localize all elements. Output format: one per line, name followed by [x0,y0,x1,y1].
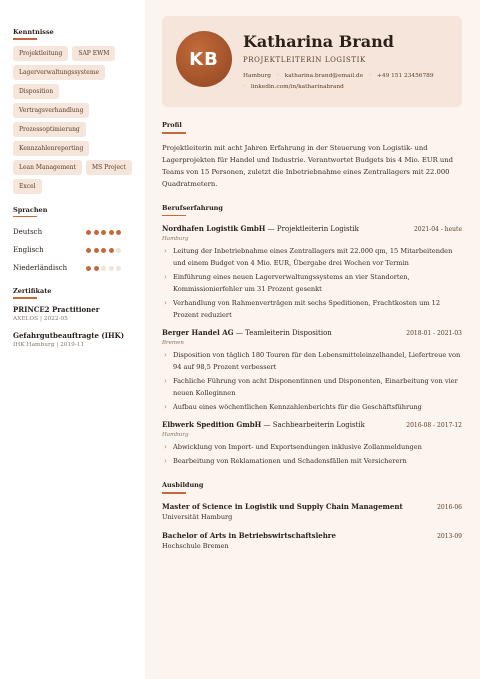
job-dates: 2016-08 - 2017-12 [406,422,462,429]
contact-separator: · [276,73,279,79]
education-heading-rule [162,492,186,494]
education-header [162,502,462,511]
certificates-heading-rule [13,297,37,299]
company-name: Nordhafen Logistik GmbH [162,224,266,233]
job-bullet: › Abwicklung von Import- und Exportsendungen inklusive Zollanmeldungen [162,441,462,453]
job-title: Sachbearbeiterin Logistik [272,421,365,429]
level-dot-filled [94,248,99,253]
level-dot-empty [116,248,121,253]
skills-heading: Kenntnisse [13,28,54,36]
language-row [13,241,135,259]
profile-heading: Profil [162,121,182,129]
level-dot-filled [86,230,91,235]
job-bullet: › Fachliche Führung von acht Disponentinnen und Disponenten, Einarbeitung von vier neuen Kolleginnen [162,375,462,399]
language-level-dots [86,248,121,253]
level-dot-empty [116,266,121,271]
level-dot-filled [94,230,99,235]
title-dash: — [261,421,273,429]
education-date: 2016-06 [437,503,462,511]
language-level-dots [86,266,121,271]
main-content [145,0,480,679]
company-name: Berger Handel AG [162,328,234,337]
title-dash: — [233,329,246,337]
job-bullet: › Aufbau eines wöchentlichen Kennzahlenberichts für die Geschäftsführung [162,401,462,413]
skill-tag: Vertragsverhandlung [13,103,89,118]
header-card [162,16,462,107]
contact-linkedin-link[interactable]: linkedin.com/in/katharinabrand [250,84,344,90]
level-dot-empty [109,266,114,271]
job-bullets [162,245,462,321]
job-title-line [162,328,332,337]
contact-separator: · [369,73,372,79]
language-name: Niederländisch [13,264,68,272]
language-name: Englisch [13,246,44,254]
job-dates: 2021-04 - heute [413,226,462,233]
contact-separator: · [243,84,245,90]
certificates-heading: Zertifikate [13,287,52,295]
contact-row [243,73,434,79]
experience-heading-rule [162,215,186,217]
experience-heading: Berufserfahrung [162,203,223,212]
level-dot-filled [94,266,99,271]
languages-heading: Sprachen [13,205,48,214]
job-title-line [162,420,365,429]
contact-phone: +49 151 23456789 [377,73,434,79]
avatar: KB [176,31,232,87]
certificate-name: PRINCE2 Practitioner [13,304,100,314]
sidebar [0,0,145,679]
contact-email-link[interactable]: katharina.brand@email.de [284,73,364,79]
language-row [13,223,135,241]
job-title: Projektleiterin Logistik [276,225,359,233]
job-bullets [162,441,462,467]
skills-heading-rule [13,38,37,40]
language-level-dots [86,230,121,235]
certificate-name: Gefahrgutbeauftragte (IHK) [13,330,125,340]
skill-tag: Disposition [13,84,59,99]
job-location: Hamburg [162,236,189,242]
education-entry [162,531,462,550]
job-header [162,420,462,429]
certificate-item [13,305,135,322]
level-dot-filled [109,230,114,235]
skill-tag: SAP EWM [72,46,115,61]
language-name: Deutsch [13,228,43,236]
person-name: Katharina Brand [243,32,394,51]
level-dot-filled [116,230,121,235]
languages-heading-rule [13,216,37,218]
education-school: Universität Hamburg [162,512,233,521]
job-entry [162,328,462,413]
job-dates: 2018-01 - 2021-03 [406,330,462,337]
languages-list [13,223,135,277]
company-name: Elbwerk Spedition GmbH [162,420,262,429]
job-bullet: › Disposition von täglich 180 Touren für den Lebensmitteleinzelhandel, Liefertreue von 94 auf 98,5 Prozent verbessert [162,349,462,373]
certificate-meta: IHK Hamburg | 2019-11 [13,341,85,348]
level-dot-empty [101,266,106,271]
education-degree: Bachelor of Arts in Betriebswirtschaftslehre [162,530,336,540]
certificate-meta: AXELOS | 2022-05 [13,315,68,322]
level-dot-filled [101,230,106,235]
job-bullet: › Einführung eines neuen Lagerverwaltungssystems an vier Standorten, Kommissionierfehler um 31 Prozent gesenkt [162,271,462,295]
job-role: PROJEKTLEITERIN LOGISTIK [243,56,366,64]
education-header [162,531,462,540]
skill-tag: MS Project [86,160,132,175]
skill-tag: Kennzahlenreporting [13,141,89,156]
level-dot-filled [86,248,91,253]
job-header [162,224,462,233]
skill-tag: Projektleitung [13,46,68,61]
job-entry [162,224,462,321]
job-title-line [162,224,359,233]
level-dot-filled [109,248,114,253]
contact-city: Hamburg [243,73,271,79]
skill-tag: Excel [13,179,42,194]
job-bullet: › Verhandlung von Rahmenverträgen mit sechs Speditionen, Frachtkosten um 12 Prozent reduziert [162,297,462,321]
certificate-item [13,331,135,348]
skills-tag-list [13,46,135,194]
job-header [162,328,462,337]
job-title: Teamleiterin Disposition [245,329,332,337]
job-location: Hamburg [162,432,189,438]
education-degree: Master of Science in Logistik und Supply Chain Management [162,501,403,511]
title-dash: — [265,225,277,233]
contact-row [243,84,344,90]
skill-tag: Prozessoptimierung [13,122,86,137]
skill-tag: Lagerverwaltungssysteme [13,65,105,80]
job-entry [162,420,462,467]
profile-heading-rule [162,132,186,134]
education-date: 2013-09 [437,532,462,540]
job-bullets [162,349,462,413]
education-entry [162,502,462,521]
education-heading: Ausbildung [162,481,204,489]
level-dot-filled [86,266,91,271]
education-school: Hochschule Bremen [162,541,229,550]
skill-tag: Lean Management [13,160,82,175]
job-location: Bremen [162,340,184,346]
job-bullet: › Bearbeitung von Reklamationen und Schadensfällen mit Versicherern [162,455,462,467]
profile-text: Projektleiterin mit acht Jahren Erfahrung in der Steuerung von Logistik- und Lagerprojekten für Handel und Industrie. Verantwortet Budgets bis 4 Mio. EUR und Teams von 15 Personen, zuletzt die Inbetriebnahme eines Zentrallagers mit 22.000 Quadratmetern. [162,143,453,188]
job-bullet: › Leitung der Inbetriebnahme eines Zentrallagers mit 22.000 qm, 15 Mitarbeitenden und einem Budget von 4 Mio. EUR, Übergabe drei Wochen vor Termin [162,245,462,269]
level-dot-filled [101,248,106,253]
language-row [13,259,135,277]
